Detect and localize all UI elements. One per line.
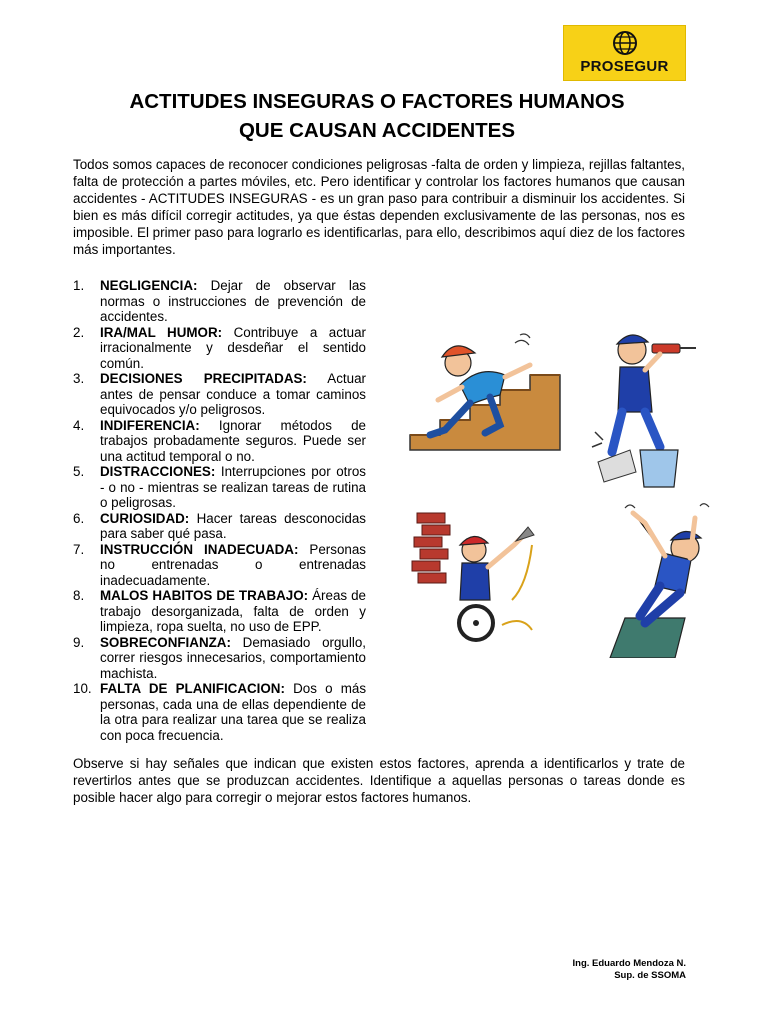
factor-item bbox=[73, 418, 366, 465]
worker-falling-stairs-illustration bbox=[400, 325, 570, 455]
factor-number: 10. bbox=[73, 681, 92, 696]
factor-description: Áreas de trabajo desorganizada, falta de orden y limpieza, ropa suelta, no uso de EPP. bbox=[100, 588, 366, 634]
worker-on-bucket-drill-illustration bbox=[590, 322, 700, 497]
intro-paragraph: Todos somos capaces de reconocer condiciones peligrosas -falta de orden y limpieza, rejillas faltantes, falta de protección a partes móviles, etc. Pero identificar y controlar los factores humanos que causan accidentes - ACTITUDES INSEGURAS - es un gran paso para contribuir a disminuir los accidentes. Si bien es más difícil corregir actitudes, ya que éstas dependen exclusivamente de las personas, nos es imposible. El primer paso para lograrlo es identificarlas, para ello, describimos aquí diez de los factores más importantes. bbox=[73, 157, 685, 257]
page-title bbox=[60, 87, 694, 145]
logo-brand-text: PROSEGUR bbox=[580, 58, 669, 75]
worker-falling-off-ledge-illustration bbox=[605, 498, 715, 658]
factor-item bbox=[73, 588, 366, 635]
prosegur-logo bbox=[563, 25, 686, 81]
factor-term: MALOS HABITOS DE TRABAJO: bbox=[100, 588, 309, 603]
factor-description: Demasiado orgullo, correr riesgos innecesarios, comportamiento machista. bbox=[100, 634, 366, 681]
factor-term: CURIOSIDAD: bbox=[100, 510, 190, 526]
factor-term: IRA/MAL HUMOR: bbox=[100, 324, 223, 340]
factor-term: SOBRECONFIANZA: bbox=[100, 634, 231, 650]
factor-description: Personas no entrenadas o entrenadas inadecuadamente. bbox=[100, 541, 367, 588]
factor-number: 9. bbox=[73, 634, 85, 650]
factor-description: Interrupciones por otros - o no - mientras se realizan tareas de rutina o peligrosas. bbox=[100, 464, 366, 510]
factor-number: 5. bbox=[73, 464, 85, 479]
factor-number: 1. bbox=[73, 278, 85, 293]
factor-term: FALTA DE PLANIFICACION: bbox=[100, 681, 285, 696]
title-line-2: QUE CAUSAN ACCIDENTES bbox=[238, 119, 515, 142]
worker-unicycle-bricks-illustration bbox=[402, 505, 552, 645]
factor-description: Dejar de observar las normas o instrucciones de prevención de accidentes. bbox=[100, 278, 366, 324]
factor-list bbox=[73, 278, 366, 743]
title-line-1: ACTITUDES INSEGURAS O FACTORES HUMANOS bbox=[129, 90, 625, 113]
factor-description: Ignorar métodos de trabajos probadamente seguros. Puede ser una actitud temporal o no. bbox=[100, 417, 366, 464]
factor-number: 7. bbox=[73, 541, 85, 557]
factor-term: DISTRACCIONES: bbox=[100, 464, 216, 479]
factor-number: 8. bbox=[73, 588, 85, 603]
factor-item bbox=[73, 681, 366, 743]
factor-description: Actuar antes de pensar conduce a tomar caminos equivocados y/o peligrosos. bbox=[100, 371, 366, 417]
factor-number: 6. bbox=[73, 510, 85, 526]
signature-block bbox=[573, 958, 686, 982]
factor-description: Hacer tareas desconocidas para saber qué pasa. bbox=[100, 510, 366, 541]
factor-item bbox=[73, 371, 366, 418]
factor-item bbox=[73, 635, 366, 682]
factor-item bbox=[73, 542, 366, 589]
factor-term: NEGLIGENCIA: bbox=[100, 278, 198, 293]
factor-term: DECISIONES PRECIPITADAS: bbox=[100, 371, 307, 386]
globe-icon bbox=[612, 30, 638, 56]
factor-description: Contribuye a actuar irracionalmente y desdeñar el sentido común. bbox=[100, 324, 366, 371]
factor-term: INSTRUCCIÓN INADECUADA: bbox=[100, 541, 299, 557]
factor-item bbox=[73, 278, 366, 325]
factor-item bbox=[73, 511, 366, 542]
factor-term: INDIFERENCIA: bbox=[100, 417, 200, 433]
signature-name: Ing. Eduardo Mendoza N. bbox=[572, 958, 686, 969]
factor-item bbox=[73, 464, 366, 511]
factor-number: 3. bbox=[73, 371, 85, 386]
factor-number: 2. bbox=[73, 324, 85, 340]
factor-number: 4. bbox=[73, 417, 85, 433]
closing-paragraph: Observe si hay señales que indican que existen estos factores, aprenda a identificarlos y trate de revertirlos antes que se produzcan accidentes. Identifique a aquellas personas o tareas donde es posible hacer algo para corregir o mejorar estos factores humanos. bbox=[73, 756, 685, 805]
signature-role: Sup. de SSOMA bbox=[614, 970, 686, 981]
factor-item bbox=[73, 325, 366, 372]
factor-description: Dos o más personas, cada una de ellas dependiente de la otra para realizar una tarea que se realiza con poca frecuencia. bbox=[100, 681, 367, 743]
